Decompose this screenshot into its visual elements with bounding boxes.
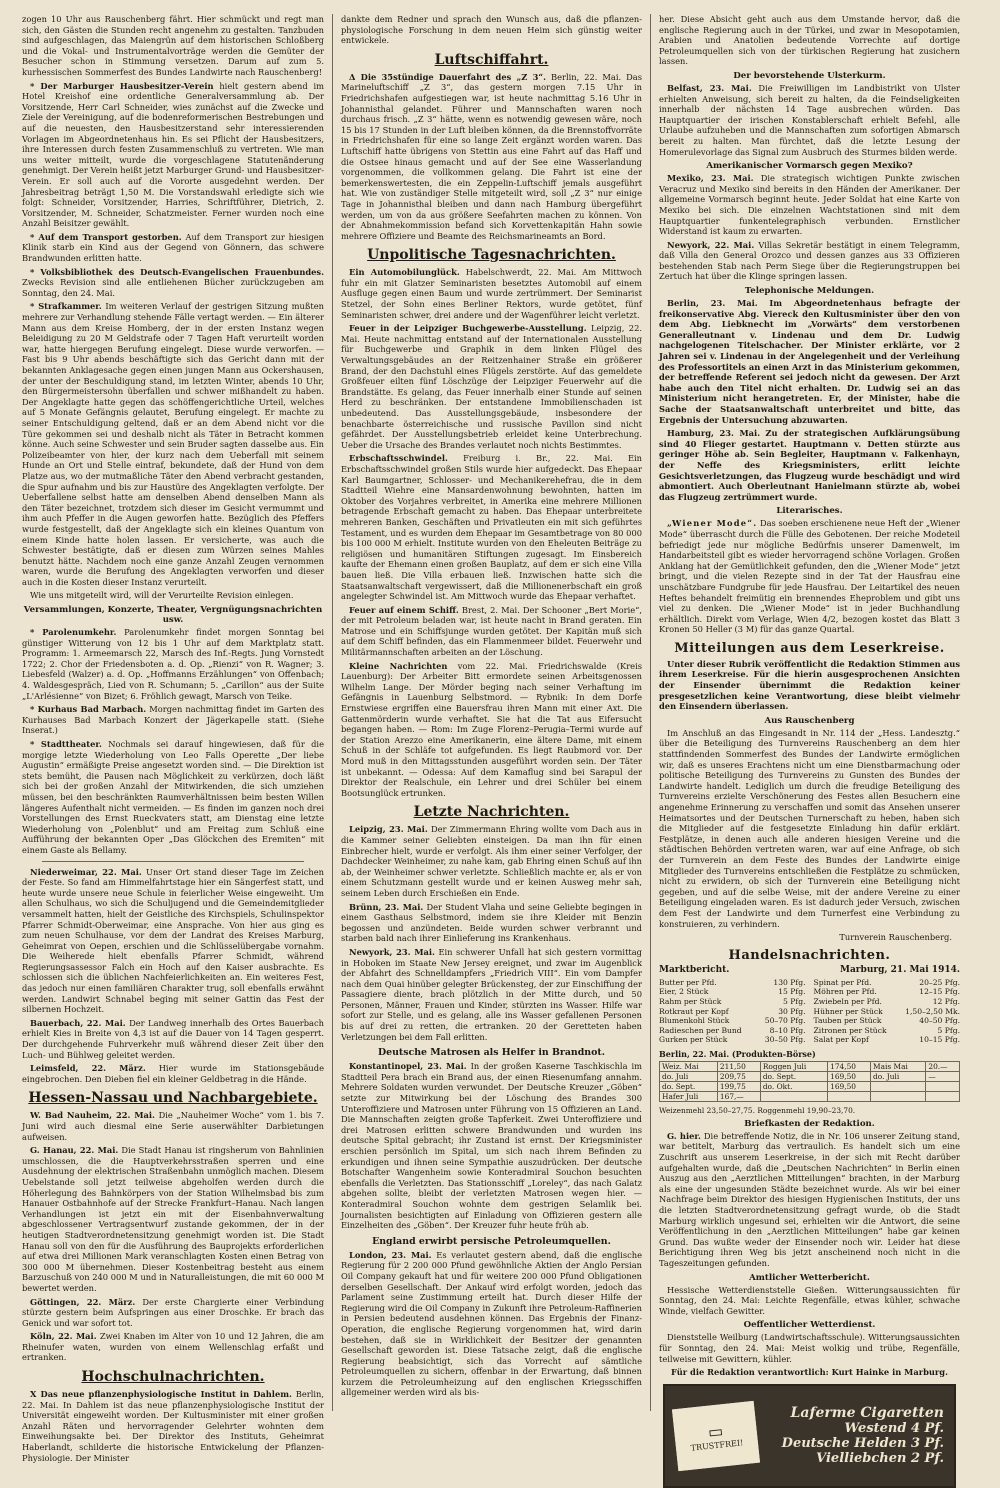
article-text xyxy=(341,1061,642,1231)
article-body: Berlin, 22. Mai. Das Marineluftschiff „Z 3“, das gestern morgen 7.15 Uhr in Friedrichshafen aufgestiegen war, ist heute nachmittag 5.16 Uhr in Johannisthal gelandet. Führer und Mannschaften waren noch durchaus frisch. „Z 3“ hätte, wenn es notwendig gewesen wäre, noch 15 bis 17 Stunden in der Luft bleiben können, da die Brennstoffvorräte in Friedrichshafen für eine so lange Zeit ergänzt worden waren. Das Luftschiff hatte übrigens von Stettin aus eine Fahrt auf das Haff und die Ostsee hinaus gemacht und auf der See eine Wasserlandung vorgenommen, die vollkommen gelang. Die Fahrt ist eine der bemerkenswertesten, die ein Zeppelin-Luftschiff jemals ausgeführt hat. Wie von zuständiger Stelle mitgeteilt wird, soll „Z 3“ nur einige Tage in Johannisthal bleiben und dann nach Hamburg übergeführt werden, um von da aus größere Seefahrten machen zu können. Von der Abnahmekommission befand sich Korvettenkapitän Hahn sowie mehrere Offiziere und Beamte des Reichsmarineamts an Bord. xyxy=(341,71,642,241)
article-text xyxy=(22,704,324,736)
article-text: Im Anschluß an das Eingesandt in Nr. 114 der „Hess. Landesztg.“ über die Beteiligung des Turnvereins Rauschenberg an dem hier stattfindenden Sommerfest des Bundes der Landwirte ermöglichen wir, daß es unseres Erachtens nicht um eine Dienstbarmachung oder politische Beteiligung des Turnvereins zu Gunsten des Bundes der Landwirte handelt. Lediglich um durch die freudige Beteiligung des Turnvereins erzielte Verschönerung des Festes allen Besuchern eine angenehme Erinnerung zu verschaffen und somit das Ansehen unserer Heimatsortes und der Deutschen Turnerschaft zu heben, haben sich die Mitglieder auf die festgesetzte Einladung hin dafür erklärt. Festplätze, in denen auch alle anderen hiesigen Vereine und die städtischen Behörden vertreten waren, war auf eine Anfrage, ob sich der Turnverein an dem Feste des Bundes der Landwirte einige Mitglieder des Turnvereins entschließen die Festplätze zu schmücken, nicht zu erwidern, ob sich der Turnverein eine Beteiligung nicht gegeben, und auf die selbe Weise, mit der andere Vereine zu einer Beteiligung eingeladen waren. Es ist dadurch jeder Versuch, zwischen dem Fest der Landwirte und dem Turnerfest eine Verbindung zu konstruieren, zu verhindern. xyxy=(659,727,960,929)
market-cell: Eier, 2 Stück xyxy=(659,987,709,997)
article-body: Der Landweg innerhalb des Ortes Bauerbach erhielt Kies in Breite von 4,3 ist auf die Dauer von 14 Tagen gesperrt. Der durchgehende Fuhrverkehr muß während dieser Zeit über den Luch- und Bühlweg geleitet werden. xyxy=(22,1017,324,1060)
column-2 xyxy=(332,14,650,1411)
market-row xyxy=(659,1016,806,1026)
market-cell: 10–15 Pfg. xyxy=(919,1035,960,1045)
article-lead: Göttingen, 22. März. xyxy=(30,1296,136,1307)
article-body: vom 22. Mai. Friedrichswalde (Kreis Lauenburg): Der Arbeiter Bitt ermordete seinen Arbeitsgenossen Wilhelm Lange. Der Mörder beging nach seiner Verhaftung im Gefängnis in Lauenburg Selbstmord. — Rybnik: In dem Dorfe Ernstwiese ergriffen eine Bauersfrau ihren Mann mit einer Axt. Die Gattenmörderin wurde verhaftet. Sie hat die Tat aus Eifersucht begangen haben. — Rom: Im Zuge Florenz–Perugia–Termi wurde auf der Station Arezzo eine Amerikanerin, eine ältere Dame, mit einem Schuß in der Schläfe tot aufgefunden. Es liegt Raubmord vor. Der Mord muß in den Mittagsstunden ausgeführt worden sein. Der Täter ist unbekannt. — Odessa: Auf dem Kamaflug sind bei Sarapul der Direktor der Realschule, ein Lehrer und drei Schüler bei einem Bootsunglück ertrunken. xyxy=(341,660,643,798)
table-cell xyxy=(760,1091,827,1101)
table-row xyxy=(660,1081,960,1091)
article-body: Zwecks Revision sind alle entliehenen Bücher zurückzugeben am Sonntag, den 24. Mai. xyxy=(22,277,324,298)
market-cell: Rahm per Stück xyxy=(659,996,722,1006)
article-body: In der großen Kaserne Taschkischla im Stadtteil Pera brach ein Brand aus, der einen Riesenumfang annahm. Mehrere Soldaten wurden verwundet. Der Deutsche Kreuzer „Göben“ setzte zur Mitwirkung bei der Löschung des Brandes 300 Unteroffiziere und Matrosen unter Führung von 15 Offizieren an Land. Die Mannschaften zeigten große Tapferkeit. Zwei Unteroffiziere und drei Matrosen erlitten schwere Brandwunden und wurden ins deutsche Spital gebracht; ihr Zustand ist ernst. Der Kriegsminister erschien persönlich im Spital, um sich nach ihrem Befinden zu erkundigen und ihnen seine Sympathie auszudrücken. Der deutsche Botschafter Wangenheim sowie Konteradmiral Souchon besuchten ebenfalls die Verletzten. Das Stationsschiff „Loreley“, das nach Galatz abgehen sollte, bleibt der verletzten Matrosen wegen hier. — Konteradmiral Souchon wohnte dem gestrigen Selamlik bei. Journalisten besichtigten auf Einladung von Offizieren gestern alle Einzelheiten des „Göben“. Der Kreuzer fuhr heute früh ab. xyxy=(341,1061,642,1231)
market-cell: Tauben per Stück xyxy=(813,1016,882,1026)
section-heading: Letzte Nachrichten. xyxy=(413,804,570,821)
section-heading: Luftschiffahrt. xyxy=(434,51,549,68)
article-text xyxy=(341,267,642,320)
market-row xyxy=(659,1035,806,1045)
article-body: Parolenumkehr findet morgen Sonntag bei günstiger Witterung von 12 bis 1 Uhr auf dem Marktplatz statt. Programm: 1. Armeemarsch 22, Marsch des Inf.-Regts. Jung Vornstedt 1722; 2. Chor der Friedensboten a. d. Op. „Rienzi“ von R. Wagner; 3. Liebesfeld (Walzer) a. d. Op. „Hoffmanns Erzählungen“ von Offenbach; 4. Waldesgespräch, Lied von R. Schumann; 5. „Carillon“ aus der Suite „L'Arlésienne“ von Bizet; 6. Fröhlich gewagt, Marsch von Teike. xyxy=(22,627,324,701)
market-cell: 1,50–2,50 Mk. xyxy=(905,1006,960,1016)
market-title: Marktbericht. xyxy=(659,965,730,976)
article-body: Villas Sekretär bestätigt in einem Telegramm, daß Villa den General Orozco und dessen ganzes aus 33 Offizieren bestehenden Stab nach Perm Siege über die Regierungstruppen bei Zertuch hat über die Klinge springen lassen. xyxy=(659,239,960,282)
market-cell: 5 Pfg. xyxy=(783,996,806,1006)
article-lead: Δ Die 35stündige Dauerfahrt des „Z 3“. xyxy=(349,71,547,82)
article-body: Habelschwerdt, 22. Mai. Am Mittwoch fuhr ein mit Glatzer Seminaristen besetztes Automobil auf einem Ausfluge gegen einen Baum und wurde zertrümmert. Der Seminarist Stetzel, der Sohn eines Berliner Rektors, wurde getötet, fünf Seminaristen schwer, drei andere und der Wagenführer leicht verletzt. xyxy=(341,267,642,320)
table-cell: Hafer Juli xyxy=(660,1091,718,1101)
article-lead: Berlin, 23. Mai. xyxy=(667,298,758,309)
article-text xyxy=(659,298,960,425)
article-text: Wie uns mitgeteilt wird, will der Verurteilte Revision einlegen. xyxy=(30,590,294,601)
article-lead: X Das neue pflanzenphysiologische Institut in Dahlem. xyxy=(30,1389,292,1400)
article-text: dankte dem Redner und sprach den Wunsch aus, daß die pflanzen-physiologische Forschung in dem neuen Heim sich günstig weiter entwickele. xyxy=(341,14,642,46)
market-cell: Zitronen per Stück xyxy=(813,1025,887,1035)
market-cell: Salat per Kopf xyxy=(813,1035,869,1045)
article-lead: Leimsfeld, 22. März. xyxy=(30,1063,146,1074)
section-heading: Briefkasten der Redaktion. xyxy=(744,1118,875,1129)
article-lead: Feuer auf einem Schiff. xyxy=(349,604,459,615)
market-cell: Radieschen per Bund xyxy=(659,1025,742,1035)
ad-line: Vielliebchen 2 Pf. xyxy=(816,1451,944,1467)
column-3 xyxy=(650,14,968,1467)
market-cell: 40–50 Pfg. xyxy=(919,1016,960,1026)
article-body: Morgen nachmittag findet im Garten des Kurhauses Bad Marbach Konzert der Jägerkapelle statt. (Siehe Inserat.) xyxy=(22,704,325,736)
market-row xyxy=(659,987,806,997)
article-text xyxy=(341,72,642,242)
article-text xyxy=(22,1389,324,1463)
market-cell: 12 Pfg. xyxy=(932,996,960,1006)
article-text: Hessische Wetterdienststelle Gießen. Witterungsaussichten für Sonntag, den 24. Mai: Leichte Regenfälle, etwas kühler, schwache Winde, vielfach Gewitter. xyxy=(659,1284,960,1316)
table-cell xyxy=(871,1081,926,1091)
table-cell: Mais Mai xyxy=(871,1061,926,1071)
market-row xyxy=(814,1007,961,1017)
market-cell: Spinat per Pfd. xyxy=(813,977,872,987)
article-lead: Belfast, 23. Mai. xyxy=(667,82,752,93)
boerse-table xyxy=(659,1061,960,1102)
article-text xyxy=(22,867,324,1015)
article-body: Brest, 2. Mai. Der Schooner „Bert Morie“, der mit Petroleum beladen war, ist heute nacht in Brand geraten. Ein Matrose und ein Schiffsjunge wurden getötet. Der Kapitän muß sich auf dem Schiff befinden, das ein Flammenmeer bildet. Feuerwehr und Militärmannschaften arbeiten an der Löschung. xyxy=(341,604,643,658)
market-cell: Blumenkohl Stück xyxy=(659,1016,730,1026)
table-cell: 209,75 xyxy=(717,1071,760,1081)
section-heading: Hochschulnachrichten. xyxy=(81,1369,265,1386)
market-cell: Zwiebeln per Pfd. xyxy=(813,996,882,1006)
article-text xyxy=(22,81,324,229)
market-cell: Möhren per Pfd. xyxy=(813,987,877,997)
article-text xyxy=(341,661,642,799)
article-body: Nochmals sei darauf hingewiesen, daß für die morgige letzte Wiederholung von Leo Falls Operette „Der liebe Augustin“ ermäßigte Preise angesetzt worden sind. — Die Direktion ist stets bemüht, die Pausen nach Möglichkeit zu verkürzen, doch läßt sich bei der großen Anzahl der Mitwirkenden, die sich umziehen müssen, bei den beschränkten Raumverhältnissen beim besten Willen längeres Aufenthalt nicht vermeiden. — Es finden im ganzen noch drei Vorstellungen des Ernst Rueckvaters statt, am Dienstag eine letzte Wiederholung von „Polenblut“ und am Freitag zum Schluß eine Aufführung der bekannten Oper „Das Glöckchen des Eremiten“ mit einem Gaste als Bellamy. xyxy=(22,739,324,855)
article-body: Die Stadt Hanau ist ringsherum von Bahnlinien umschlossen, die die Hauptverkehrsstraßen sperren und eine Ausdehnung der elektrischen Straßenbahn unmöglich machen. Diesem Uebelstande soll jetzt teilweise abgeholfen werden durch die Höherlegung des Bahnkörpers von der Station Wilhelmsbad bis zum Hanauer Ostbahnhofe auf der Strecke Frankfurt–Hanau. Nach langen Verhandlungen ist jetzt ein mit der Eisenbahnverwaltung abgeschlossener Vertragsentwurf zustande gekommen, der in der heutigen Stadtverordnetensitzung genehmigt worden ist. Die Stadt Hanau soll von den für die Ausführung des Bauprojekts erforderlichen auf etwa drei Millionen Mark veranschlagten Kosten einen Betrag von 300 000 M übernehmen. Dieser Kostenbeitrag besteht aus einem Barzuschuß von 240 000 M und in Naturalleistungen, die mit 60 000 M bewertet werden. xyxy=(22,1145,324,1293)
article-body: Das soeben erschienene neue Heft der „Wiener Mode“ überrascht durch die Fülle des Gebotenen. Der reiche Modeteil befriedigt jede nur mögliche Bedürfnis unserer Damenwelt, im Handarbeitsteil gibt es wieder hervorragend schöne Vorlagen. Großen Anklang hat der Gemütlichkeit gefunden, den die „Wiener Mode“ jetzt bringt, und die vielen Rezepte sind in der Tat der Hausfrau eine unschätzbare Fundgrube für jede Hausfrau. Der Leitartikel des neuen Heftes behandelt freimütig ein brennendes Eheproblem und gibt uns viel zu denken. Die „Wiener Mode“ ist in jeder Buchhandlung erhältlich. Direkt vom Verlage, Wien 4/2, bezogen kostet das Blatt 3 Kronen 50 Heller (3 M) für das ganze Quartal. xyxy=(659,518,960,635)
article-body: Im weiteren Verlauf der gestrigen Sitzung mußten mehrere zur Verhandlung stehende Fälle vertagt werden. — Ein älterer Mann aus dem Kreise Homberg, der in der ersten Instanz wegen Beleidigung zu 20 M Geldstrafe oder 7 Tagen Haft verurteilt worden war, hatte hiergegen Berufung eingelegt. Diese wurde verworfen. — Fast bis 9 Uhr abends beschäftigte sich das Gericht dann mit der bekannten Anklagesache gegen einen jungen Mann aus Ockershausen, der unter der Beschuldigung stand, im letzten Winter, abends 10 Uhr, den Bürgermeistersohn überfallen und schwer mißhandelt zu haben. Der Angeklagte hatte gegen das schöffengerichtliche Urteil, welches auf 5 Monate Gefängnis gelautet, Berufung eingelegt. Er machte zu seiner Entschuldigung geltend, daß er an dem Abend nicht vor die Türe gekommen sei und deshalb nicht als Täter in Betracht kommen könne. Auch seine Schwester und sein Bruder sagten dasselbe aus. Ein Polizeibeamter von hier, der kurz nach dem Ueberfall mit seinem Hunde an Ort und Stelle eintraf, bekundete, daß der Hund von dem Platze aus, wo der mutmaßliche Täter den Abend verbracht gestanden, die Spur aufnahm und bis zur Haustüre des Angeklagten verfolgte. Der Ueberfallene selbst hatte am denselben Abend denselben Mann als den Täter bezeichnet, trotzdem sich dieser im Gesicht vermummt und ihm auch Pfeffer in die Augen geworfen hatte. Bezüglich des Pfeffers wurde festgestellt, daß der Angeklagte sich ein kleines Quantum von einem Kinde hatte holen lassen. Er versicherte, was auch die Schwester bestätigte, daß er diesen zum Würzen seines Mahles benutzt hätte. Nachdem noch eine ganze Anzahl Zeugen vernommen waren, wurde die Berufung des Angeklagten verworfen und dieser auch in die Kosten dieser Instanz verurteilt. xyxy=(22,301,324,587)
table-row xyxy=(660,1071,960,1081)
section-heading: Der bevorstehende Ulsterkurm. xyxy=(733,70,886,81)
article-lead: Konstantinopel, 23. Mai. xyxy=(349,1061,467,1072)
boerse-footer: Weizenmehl 23,50–27,75. Roggenmehl 19,90–23,70. xyxy=(659,1105,856,1115)
article-lead: „Wiener Mode“. xyxy=(667,518,758,529)
article-lead: Köln, 22. Mai. xyxy=(30,1331,97,1342)
table-cell xyxy=(828,1091,871,1101)
article-lead: * Parolenumkehr. xyxy=(30,627,117,638)
section-heading: Unpolitische Tagesnachrichten. xyxy=(367,247,616,264)
article-text xyxy=(659,83,960,157)
table-cell: do. Sept. xyxy=(760,1071,827,1081)
article-lead: Ein Automobilunglück. xyxy=(349,267,460,278)
market-row xyxy=(814,1026,961,1036)
article-text xyxy=(22,267,324,299)
article-body: Auf dem Transport zur hiesigen Klinik starb ein Kind aus der Gegend von Gönnern, das schwere Brandwunden erlitten hatte. xyxy=(22,231,325,264)
divider xyxy=(42,861,304,862)
market-cell: 12–15 Pfg. xyxy=(919,987,960,997)
article-lead: * Auf dem Transport gestorben. xyxy=(30,231,182,242)
article-lead: Newyork, 22. Mai. xyxy=(667,239,755,250)
article-text xyxy=(341,824,642,898)
article-text xyxy=(22,1145,324,1293)
article-body: Hier wurde im Stationsgebäude eingebrochen. Den Dieben fiel ein kleiner Geldbetrag in die Hände. xyxy=(22,1063,324,1084)
article-lead: Brünn, 23. Mai. xyxy=(349,901,424,912)
market-rows xyxy=(659,978,960,1045)
table-cell xyxy=(926,1091,960,1101)
article-text xyxy=(341,323,642,450)
article-body: Unser Ort stand dieser Tage im Zeichen der Feste. So fand am Himmelfahrtstage hier ein Sängerfest statt, und heute wurde unsere neue Schule in feierlicher Weise eingeweiht. Um allen Schulhaus, wo sich die Schuljugend und die Gemeindemitglieder versammelt hatten, hielt der Geistliche des Kirchspiels, Schulinspektor Pfarrer Schmidt-Oberweimar, eine Ansprache. Von hier aus ging es zum neuen Schulhause, vor dem der Landrat des Kreises Marburg, Geheimrat von Oepen, erschien und die Schlüsselübergabe vornahm. Die Weiherede hielt ebenfalls Pfarrer Schmidt, während Regierungsassessor Falch ein Hoch auf den Kaiser ausbrachte. Es schlossen sich die üblichen Nachfeierlichkeiten an. Ein weiteres Fest, das jedoch nur einen familiären Charakter trug, soll ebenfalls erwähnt werden. Landwirt Schnabel beging mit seiner Gattin das Fest der silbernen Hochzeit. xyxy=(22,866,324,1015)
section-heading: Oeffentlicher Wetterdienst. xyxy=(743,1320,876,1331)
article-lead: * Stadttheater. xyxy=(30,739,102,749)
article-body: Im Abgeordnetenhaus befragte der freikonservative Abg. Viereck den Kultusminister über den von dem Abg. Liebknecht im „Vorwärts“ dem verstorbenen Generalleutnant v. Lindenau und dem Dr. Ludwig nachgelogenen Titelschacher. Der Minister erklärte, vor 2 Jahren sei v. Lindenau in der Angelegenheit und der Verleihung des Professortitels an einen Arzt in das Ministerium gekommen, der betreffende Referent sei jedoch nicht da gewesen. Der Arzt habe auch den Titel nicht erhalten. Dr. Ludwig sei an das Ministerium nicht herangetreten. Er, der Minister, habe die Sache der Staatsanwaltschaft unterbreitet und bitte, das Ergebnis der Untersuchung abzuwarten. xyxy=(659,298,961,425)
market-cell: 50–70 Pfg. xyxy=(764,1016,806,1026)
article-text: her. Diese Absicht geht auch aus dem Umstande hervor, daß die englische Regierung auch in der Türkei, und zwar in Mesopotamien, Arabien und Anatolien bedeutende Vorrechte auf dortige Petroleumquellen sich von der türkischen Regierung hat zusichern lassen. xyxy=(659,14,960,67)
article-text xyxy=(22,232,324,264)
market-row xyxy=(659,1026,806,1036)
article-text: zogen 10 Uhr aus Rauschenberg fährt. Hier schmückt und regt man sich, den Gästen die Stunden recht angenehm zu gestalten. Tanzbuden sind aufgeschlagen, das Maiengrün auf dem historischen Schloßberg und die Vokal- und Instrumentalvorträge werden die Gemüter der Besucher schon in Stimmung versetzen. Darum auf zum 5. kurhessischen Sommerfest des Bundes Landwirte nach Rauschenberg! xyxy=(22,14,324,77)
article-text xyxy=(22,301,324,587)
article-lead: Mexiko, 23. Mai. xyxy=(667,173,754,184)
article-lead: Bauerbach, 22. Mai. xyxy=(30,1017,126,1028)
article-body: Die Freiwilligen im Landbistrikt von Ulster erhielten Anweisung, sich bereit zu halten, da die Feindseligkeiten innerhalb der nächsten 14 Tage ausbrechen würden. Das Hauptquartier der irischen Konstablerschaft erhielt Befehl, alle Urlaube aufzuheben und die Mannschaften zum sofortigen Abmarsch bereit zu halten. Man fürchtet, daß die letzte Lesung der Homerulevorlage das Signal zum Ausbruch des Sturmes bilden werde. xyxy=(659,82,961,157)
article-text xyxy=(22,1110,324,1142)
article-body: Der erste Chargierte einer Verbindung stürzte gestern beim Aufspringen aus einer Droschke. Er brach das Genick und war sofort tot. xyxy=(22,1296,325,1328)
section-heading: Amerikanischer Vormarsch gegen Mexiko? xyxy=(706,161,913,172)
article-body: Ein schwerer Unfall hat sich gestern vormittag in Hoboken im Staate New Jersey ereignet, und zwar im Augenblick der Abfahrt des Schnelldampfers „Friedrich VIII“. Ein vom Dampfer nach dem Quai hinüber gelegter Brückensteg, der zur Einschiffung der Passagiere diente, brach plötzlich in der Mitte durch, und 50 Personen, Männer, Frauen und Kinder, stürzten ins Wasser. Hilfe war sofort zur Stelle, und es gelang, alle ins Wasser gefallenen Personen bis auf drei zu retten, die ertranken. 20 der Geretteten haben Verletzungen bei dem Fall erlitten. xyxy=(341,946,642,1042)
table-cell: 169,50 xyxy=(828,1071,871,1081)
market-cell: 8–10 Pfg. xyxy=(769,1025,806,1035)
article-text: Dienststelle Weilburg (Landwirtschaftsschule). Witterungsaussichten für Sonntag, den 24. Mai: Meist wolkig und trübe, Regenfälle, teilweise mit Gewittern, kühler. xyxy=(659,1332,960,1364)
article-lead: * Der Marburger Hausbesitzer-Verein xyxy=(30,80,214,91)
table-cell: 199,75 xyxy=(717,1081,760,1091)
market-date: Marburg, 21. Mai 1914. xyxy=(840,965,960,976)
article-body: Die „Nauheimer Woche“ vom 1. bis 7. Juni wird auch diesmal eine Serie auserwählter Darbietungen aufweisen. xyxy=(22,1110,324,1142)
market-row xyxy=(659,997,806,1007)
article-body: Leipzig, 22. Mai. Heute nachmittag entstand auf der Internationalen Ausstellung für Buchgewerbe und Graphik in dem linken Flügel des Verwaltungsgebäudes an der Reitzenhainer Straße ein größerer Brand, der den Dachstuhl eines Flügels zerstörte. Auf das gemeldete Großfeuer eilten fünf Löschzüge der Leipziger Feuerwehr auf die Brandstätte. Es gelang, das Feuer innerhalb einer Stunde auf seinen Herd zu beschränken. Der entstandene Immobilienschaden ist unbedeutend. Das Ausstellungsgebäude, insbesondere der benachbarte österreichische und russische Pavillon sind nicht gefährdet. Der Ausstellungsbetrieb erleidet keine Unterbrechung. Ueber die Ursache des Brandes verlautet noch nichts Bestimmtes. xyxy=(341,323,642,450)
article-body: Der Student Vlaha und seine Geliebte begingen in einem Gasthaus Selbstmord, indem sie ihre Kleider mit Benzin begossen und anzündeten. Beide wurden schwer verbrannt und starben bald nach ihrer Einlieferung ins Krankenhaus. xyxy=(341,901,643,944)
ad-text xyxy=(782,1405,944,1466)
section-heading: Aus Rauschenberg xyxy=(764,715,855,726)
market-cell: 30–50 Pfg. xyxy=(764,1035,806,1045)
market-cell: 15 Pfg. xyxy=(778,987,806,997)
market-row xyxy=(814,1016,961,1026)
section-heading: Telephonische Meldungen. xyxy=(744,286,875,297)
article-lead: G. hier. xyxy=(667,1130,701,1141)
section-heading: Handelsnachrichten. xyxy=(728,948,891,964)
ad-pack-label: TRUSTFREI! xyxy=(690,1437,744,1453)
section-heading: Mitteilungen aus dem Leserkreise. xyxy=(674,640,945,656)
article-lead: Niederweimar, 22. Mai. xyxy=(30,866,142,877)
table-cell: — xyxy=(926,1071,960,1081)
article-body: Zu der strategischen Aufklärungsübung sind 40 Flieger gestartet. Hauptmann v. Detten stürzte aus geringer Höhe ab. Sein Begleiter, Hauptmann v. Falkenhayn, der Neffe des Kriegsministers, erlitt leichte Gesichtsverletzungen, das Flugzeug wurde beschädigt und wird abmontiert. Auch Oberleutnant Hanielmann stürzte ab, wobei das Flugzeug zertrümmert wurde. xyxy=(659,428,961,502)
article-text xyxy=(341,1250,642,1398)
table-cell: 167,— xyxy=(717,1091,760,1101)
market-right-list xyxy=(814,978,961,1045)
article-text xyxy=(341,947,642,1042)
article-lead: * Strafkammer. xyxy=(30,301,102,312)
market-row xyxy=(814,978,961,988)
article-lead: Leipzig, 23. Mai. xyxy=(349,824,428,835)
article-text xyxy=(341,605,642,658)
signature: Turnverein Rauschenberg. xyxy=(839,932,952,943)
market-row xyxy=(659,1007,806,1017)
table-cell: 211,50 xyxy=(717,1061,760,1071)
article-text xyxy=(22,1018,324,1060)
market-cell: Rotkraut per Kopf xyxy=(659,1006,729,1016)
article-lead: * Volksbibliothek des Deutsch-Evangelischen Frauenbundes. xyxy=(30,266,324,277)
article-text xyxy=(659,173,960,237)
article-text xyxy=(22,1331,324,1363)
market-row xyxy=(814,997,961,1007)
article-text xyxy=(659,1131,960,1269)
article-lead: Hamburg, 23. Mai. xyxy=(667,428,761,439)
section-heading: Deutsche Matrosen als Helfer in Brandnot. xyxy=(378,1047,605,1059)
table-cell: do. Juli xyxy=(660,1071,718,1081)
article-text xyxy=(22,627,324,701)
article-text: Unter dieser Rubrik veröffentlicht die Redaktion Stimmen aus ihrem Leserkreise. Für die hierin ausgesprochenen Ansichten der Einsender übernimmt die Redaktion keiner presgesetzlichen keine Verantwortung, diese bleibt vielmehr den Einsendern überlassen. xyxy=(659,658,960,712)
ad-line: Deutsche Helden 3 Pf. xyxy=(781,1436,944,1452)
table-cell: Roggen Juli xyxy=(760,1061,827,1071)
table-cell xyxy=(926,1081,960,1091)
section-heading: Literarisches. xyxy=(776,506,843,517)
cigarette-pack-icon: ▭ TRUSTFREI! xyxy=(672,1401,760,1471)
market-row xyxy=(814,1035,961,1045)
article-body: Zwei Knaben im Alter von 10 und 12 Jahren, die am Rheinufer waten, wurden von einem Wellenschlag erfaßt und ertranken. xyxy=(22,1331,325,1363)
article-text xyxy=(22,1297,324,1329)
article-text xyxy=(659,518,960,635)
article-text xyxy=(341,453,642,601)
market-cell: 5 Pfg. xyxy=(937,1025,960,1035)
table-row xyxy=(660,1091,960,1101)
article-text xyxy=(659,240,960,282)
ad-brand: Laferme Cigaretten xyxy=(790,1405,944,1422)
market-left-list xyxy=(659,978,806,1045)
section-heading: Versammlungen, Konzerte, Theater, Vergnügungsnachrichten usw. xyxy=(23,605,323,626)
article-body: Berlin, 22. Mai. In Dahlem ist das neue pflanzenphysiologische Institut der Universität eingeweiht worden. Der Kultusminister mit einer großen Anzahl Räten und hervorragender Gelehrter wohnten dem Einweihungsakte bei. Der Direktor des Instituts, Geheimrat Haberlandt, schilderte die historische Entwickelung der Pflanzen-Physiologie. Der Minister xyxy=(22,1389,325,1463)
table-cell: 169,50 xyxy=(828,1081,871,1091)
article-text xyxy=(22,739,324,856)
table-cell: Weiz. Mai xyxy=(660,1061,718,1071)
table-row xyxy=(660,1061,960,1071)
market-cell: 130 Pfg. xyxy=(773,977,806,987)
article-body: Die strategisch wichtigen Punkte zwischen Veracruz und Mexiko sind bereits in den Händen der Amerikaner. Der allgemeine Vormarsch beginnt heute. Jeder Soldat hat eine Karte von Mexiko bei sich. Die einzelnen Wachtstationen sind mit dem Hauptquartier funkentelegraphisch verbunden. Ernstlicher Widerstand ist kaum zu erwarten. xyxy=(659,173,960,237)
market-cell: 20–25 Pfg. xyxy=(919,977,960,987)
column-1 xyxy=(14,14,332,1463)
section-heading: Hessen-Nassau und Nachbargebiete. xyxy=(28,1090,318,1107)
section-heading: Amtlicher Wetterbericht. xyxy=(749,1272,870,1283)
article-text xyxy=(22,1063,324,1084)
article-lead: G. Hanau, 22. Mai. xyxy=(30,1145,119,1156)
table-cell: do. Juli xyxy=(871,1071,926,1081)
market-cell: Butter per Pfd. xyxy=(659,977,717,987)
market-cell: Hühner per Stück xyxy=(813,1006,883,1016)
editor-line: Für die Redaktion verantwortlich: Kurt Hainke in Marburg. xyxy=(671,1367,948,1378)
market-cell: 30 Pfg. xyxy=(778,1006,806,1016)
article-lead: London, 23. Mai. xyxy=(349,1249,432,1260)
market-header xyxy=(659,966,960,976)
article-body: Freiburg i. Br., 22. Mai. Ein Erbschaftsschwindel großen Stils wurde hier aufgedeckt. Das Ehepaar Karl Baumgartner, Schlosser- und Mechanikerehefrau, die in dem Stadtteil Wiehre eine Mansardenwohnung bewohnten, hatten im Oktober des Vorjahres verbreitet, in Amerika eine mehrere Millionen betragende Erbschaft gemacht zu haben. Das Ehepaar unterbreitete mehreren Banken, Geschäften und Privatleuten ein mit sich geführtes Testament, und es wurden dem Ehepaar im Gesamtbetrage von 80 000 bis 100 000 M erhielt. Institute wurden von den Eheleuten Beiträge zu religiösen und humanitären Stiftungen zugesagt. Im Einsbereich kaufte der Ehemann einen großen Bauplatz, auf dem er sich eine Villa bauen ließ. Die Villa erbauen ließ. Inzwischen hatte sich die Staatsanwaltschaft vergewissert, daß die Millionenerbschaft ein groß angelegter Schwindel ist. Am Mittwoch wurde das Ehepaar verhaftet. xyxy=(341,453,642,602)
market-report xyxy=(659,966,960,1045)
market-row xyxy=(814,987,961,997)
article-lead: W. Bad Nauheim, 22. Mai. xyxy=(30,1110,155,1121)
table-cell xyxy=(871,1091,926,1101)
article-lead: * Kurhaus Bad Marbach. xyxy=(30,704,147,715)
article-text xyxy=(659,428,960,502)
article-lead: Kleine Nachrichten xyxy=(349,660,448,671)
article-text xyxy=(341,902,642,944)
article-body: hielt gestern abend im Hotel Kreishof eine ordentliche Generalversammlung ab. Der Vorsitzende, Herr Carl Schneider, wies zunächst auf die Zwecke und Ziele der Vereinigung, auf die bodenreformerischen Bestrebungen und auf die neuesten, den Hausbesitzerstand sehr interessierenden Vorlagen im Abgeordnetenhaus hin. Es sei Pflicht der Hausbesitzers, ihre Interessen durch festen Zusammenschluß zu vertreten. Wie man uns weiter mitteilt, wurde die vorgeschlagene Statutenänderung genehmigt. Der Verein heißt jetzt Marburger Grund- und Hausbesitzer-Verein. Er soll auch auf die Vororte ausgedehnt werden. Der Jahresbeitrag beträgt 1,50 M. Die Vorstandswahl erledigte sich wie folgt: Schneider, Vorsitzender, Harries, Schriftführer, Dietrich, 2. Vorsitzender, M. Schneider, Schatzmeister. Ferner wurden noch eine Anzahl Beisitzer gewählt. xyxy=(22,80,324,229)
article-lead: Feuer in der Leipziger Buchgewerbe-Ausstellung. xyxy=(349,323,587,334)
ad-line: Westend 4 Pf. xyxy=(844,1421,944,1437)
boerse-title: Berlin, 22. Mai. (Produkten-Börse) xyxy=(659,1048,816,1059)
table-cell: do. Sept. xyxy=(660,1081,718,1091)
article-body: Der Zimmermann Ehring wollte vom Dach aus in die Kammer seiner Geliebten einsteigen. Da man ihn für einen Einbrecher hielt, wurde er verfolgt. Als ihm einer seiner Verfolger, der Dachdecker Weinheimer, zu nahe kam, gab Ehring einen Schuß auf ihn ab, der Weinheimer schwer verletzte. Schließlich machte er, als er von einem Schutzmann gestellt wurde und er keinen Ausweg mehr sah, seinem Leben durch Erschießen ein Ende. xyxy=(341,824,643,898)
table-cell: do. Okt. xyxy=(760,1081,827,1091)
article-lead: Newyork, 23. Mai. xyxy=(349,946,435,957)
article-body: Es verlautet gestern abend, daß die englische Regierung für 2 200 000 Pfund gewöhnliche Aktien der Anglo Persian Oil Company gekauft hat und für weitere 200 000 Pfund Obligationen derselben Gesellschaft. Der Ankauf wird erfolgt worden, jedoch das Parlament seine Zustimmung erteilt hat. Durch dieser Hilfe der Regierung wird die Oil Company in Zukunft ihre Petroleum-Raffinerien in Persien bedeutend ausdehnen können. Das Ergebnis der Finanz-Operation, die englische Regierung vorgenommen hat, wird darin bestehen, daß sie in Wirklichkeit der Besitzer der genannten Gesellschaft geworden ist. Diese Tatsache zeigt, daß die englische Regierung beabsichtigt, sich das Vorrecht auf sämtliche Petroleumquellen zu sichern, offenbar in der Erwartung, daß binnen kurzem die Petroleumheizung auf den englischen Kriegsschiffen allgemeiner werden wird als bis- xyxy=(341,1249,643,1398)
cigarette-advertisement xyxy=(663,1384,956,1488)
table-cell: 174,50 xyxy=(828,1061,871,1071)
market-row xyxy=(659,978,806,988)
article-body: Die betreffende Notiz, die in Nr. 106 unserer Zeitung stand, war betitelt, Marburg das vertraulich. Es handelt sich um eine Zuschrift aus unserem Leserkreise, in der sich mit Recht darüber aufgehalten wurde, daß die „Deutschen Nachrichten“ in Berlin einen Auszug aus den „Aerztlichen Mitteilungen“ brachten, in der Marburg als eine der ungesunden Städte bezeichnet wurde. Als wir bei einer Nachfrage beim Direktor des hiesigen Hygienischen Instituts, der uns die letzten Stadtverordnetensitzung gefragt wurde, ob die Stadt Marburg wirklich ungesund sei, erhielten wir die Antwort, die seine Veröffentlichung in den „Aerztlichen Mitteilungen“ habe gar keinen Grund. Das wußte weder der Einsender noch wir. Leider hat diese Berichtigung ihren Weg bis jetzt anscheinend noch nicht in die Tageszeitungen gefunden. xyxy=(659,1130,960,1268)
article-lead: Erbschaftsschwindel. xyxy=(349,453,448,464)
market-cell: Gurken per Stück xyxy=(659,1035,728,1045)
section-heading: England erwirbt persische Petroleumquellen. xyxy=(372,1235,611,1247)
table-cell: 20.— xyxy=(926,1061,960,1071)
